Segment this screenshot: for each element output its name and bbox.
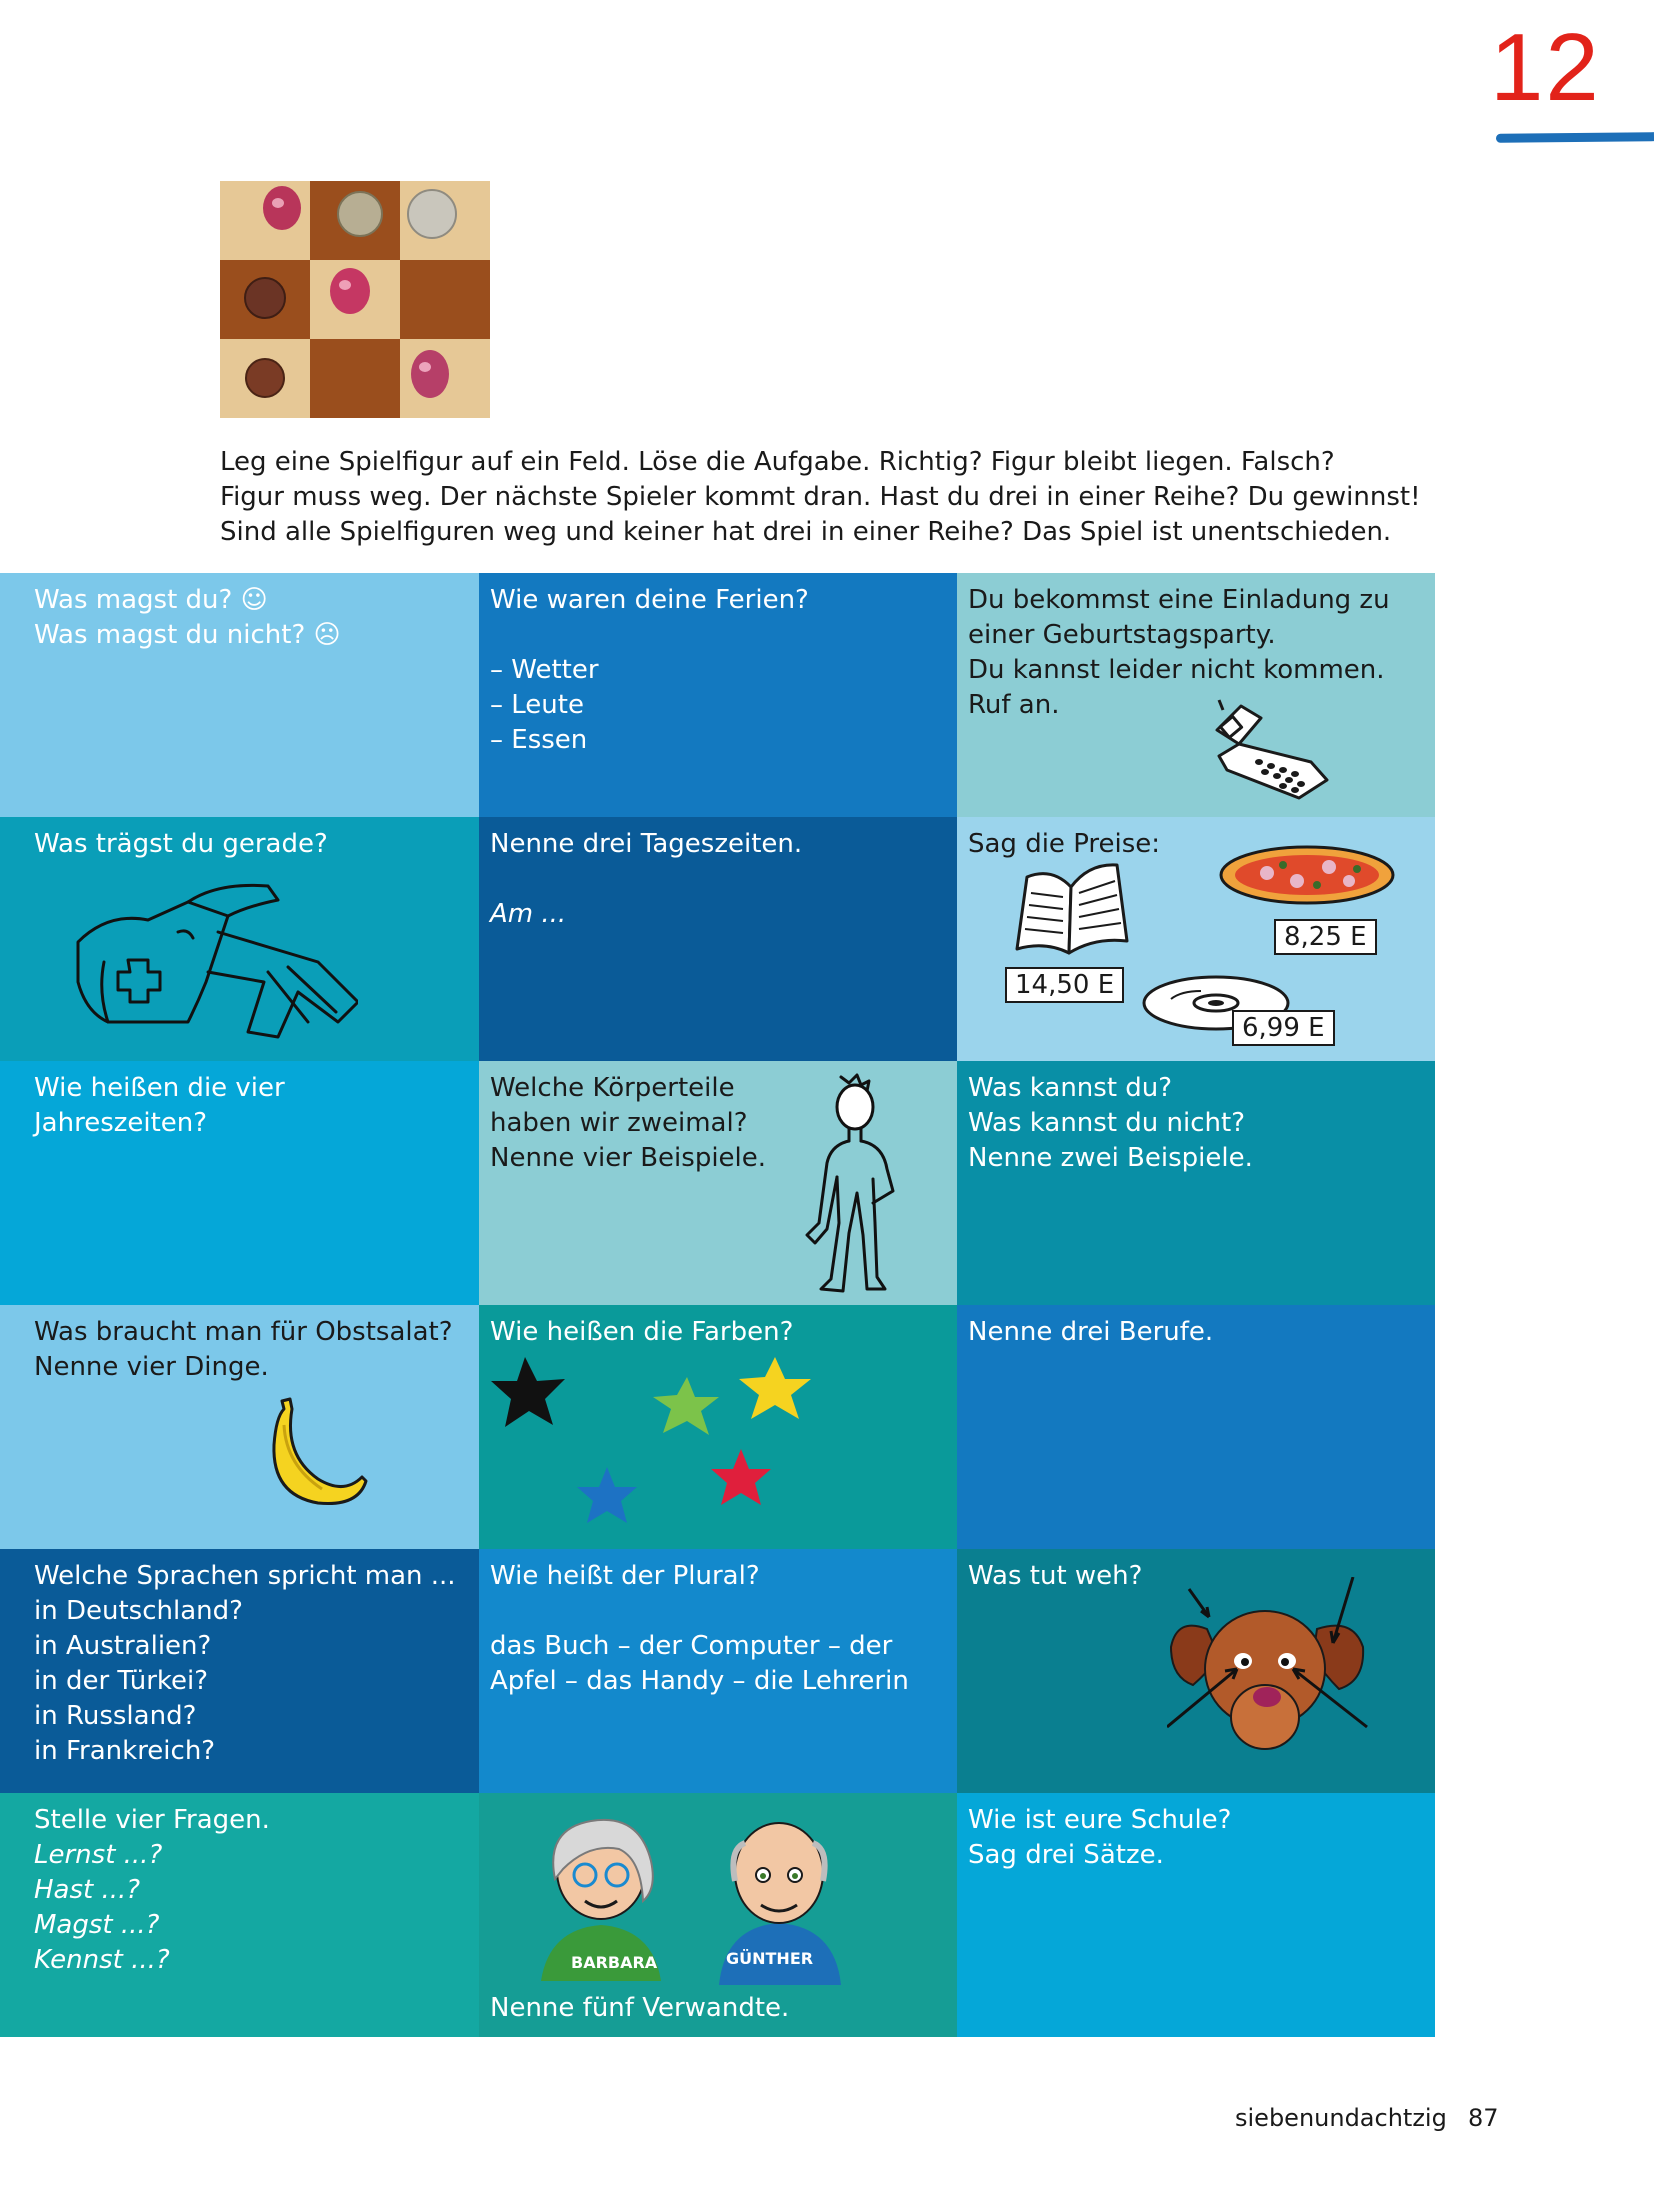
task-text: Wie ist eure Schule?	[968, 1805, 1232, 1835]
task-cell-likes[interactable]	[0, 573, 479, 817]
task-text: Sag die Preise:	[968, 829, 1161, 859]
task-cell-prices[interactable]	[957, 817, 1435, 1061]
task-text: Nenne drei Tageszeiten.	[490, 829, 803, 859]
task-text: Ruf an.	[968, 690, 1060, 720]
task-text: – Wetter	[490, 655, 599, 685]
price-tag: 8,25 E	[1274, 919, 1377, 955]
task-text	[490, 1594, 945, 1629]
task-text: Was magst du nicht? ☹	[34, 620, 341, 650]
task-cell-relatives[interactable]	[479, 1793, 957, 2037]
task-text: Nenne drei Berufe.	[968, 1317, 1214, 1347]
dog-icon	[1167, 1577, 1377, 1767]
task-text: Stelle vier Fragen.	[34, 1805, 270, 1835]
task-text: Nenne vier Dinge.	[34, 1352, 269, 1382]
task-text: Was tut weh?	[968, 1561, 1143, 1591]
task-text: Am ...	[490, 899, 567, 929]
task-text: Was kannst du?	[968, 1073, 1173, 1103]
mobile-phone-icon	[1199, 698, 1339, 803]
task-text	[490, 862, 945, 897]
task-text: in der Türkei?	[34, 1666, 209, 1696]
task-text: Was trägst du gerade?	[34, 829, 328, 859]
person-outline-icon	[797, 1073, 907, 1298]
instruction-line: Leg eine Spielfigur auf ein Feld. Löse die Aufgabe. Richtig? Figur bleibt liegen. Falsch?	[220, 447, 1335, 477]
page-number: 87	[1468, 2104, 1499, 2132]
task-cell-times-of-day[interactable]	[479, 817, 957, 1061]
task-text: Welche Sprachen spricht man ...	[34, 1561, 456, 1591]
task-text: in Frankreich?	[34, 1736, 216, 1766]
task-cell-seasons[interactable]	[0, 1061, 479, 1305]
instructions	[220, 445, 1440, 550]
colored-stars-icon	[489, 1355, 949, 1545]
task-text: Hast ...?	[34, 1875, 141, 1905]
book-icon	[1007, 857, 1137, 957]
task-cell-body-parts[interactable]	[479, 1061, 957, 1305]
task-text: Du kannst leider nicht kommen.	[968, 655, 1385, 685]
task-cell-fruit-salad[interactable]	[0, 1305, 479, 1549]
task-text: Was kannst du nicht?	[968, 1108, 1245, 1138]
task-text: Du bekommst eine Einladung zu	[968, 585, 1390, 615]
chapter-number: 12	[1490, 14, 1601, 121]
task-text: Kennst ...?	[34, 1945, 170, 1975]
task-cell-colors[interactable]	[479, 1305, 957, 1549]
task-text: Jahreszeiten?	[34, 1108, 208, 1138]
instruction-line: Sind alle Spielfiguren weg und keiner hat drei in einer Reihe? Das Spiel ist unentschieden.	[220, 517, 1392, 547]
task-text: Welche Körperteile	[490, 1073, 735, 1103]
task-cell-languages[interactable]	[0, 1549, 479, 1793]
price-tag: 14,50 E	[1005, 967, 1124, 1003]
task-text: Was magst du? ☺	[34, 585, 268, 615]
task-cell-abilities[interactable]	[957, 1061, 1435, 1305]
task-text: Nenne zwei Beispiele.	[968, 1143, 1253, 1173]
task-text	[490, 618, 945, 653]
task-text: Apfel – das Handy – die Lehrerin	[490, 1666, 909, 1696]
task-text: einer Geburtstagsparty.	[968, 620, 1276, 650]
task-cell-holidays[interactable]	[479, 573, 957, 817]
task-text: in Deutschland?	[34, 1596, 243, 1626]
task-text: – Essen	[490, 725, 588, 755]
name-label: GÜNTHER	[726, 1949, 814, 1968]
price-tag: 6,99 E	[1232, 1010, 1335, 1046]
task-text: Wie waren deine Ferien?	[490, 585, 809, 615]
task-text: Wie heißt der Plural?	[490, 1561, 760, 1591]
task-cell-clothes[interactable]	[0, 817, 479, 1061]
game-board-photo	[220, 181, 490, 418]
task-text: Lernst ...?	[34, 1840, 163, 1870]
task-cell-questions[interactable]	[0, 1793, 479, 2037]
task-text: – Leute	[490, 690, 584, 720]
task-cell-invitation[interactable]	[957, 573, 1435, 817]
pizza-icon	[1217, 837, 1397, 912]
task-text: Nenne vier Beispiele.	[490, 1143, 767, 1173]
task-text: in Australien?	[34, 1631, 212, 1661]
task-text: Was braucht man für Obstsalat?	[34, 1317, 453, 1347]
task-text: Nenne fünf Verwandte.	[490, 1993, 790, 2023]
chapter-underline	[1496, 132, 1654, 143]
task-text: das Buch – der Computer – der	[490, 1631, 893, 1661]
task-cell-plural[interactable]	[479, 1549, 957, 1793]
task-text: Wie heißen die vier	[34, 1073, 285, 1103]
instruction-line: Figur muss weg. Der nächste Spieler kommt dran. Hast du drei in einer Reihe? Du gewinnst!	[220, 482, 1421, 512]
task-cell-pain[interactable]	[957, 1549, 1435, 1793]
clothes-icon	[68, 872, 358, 1047]
task-text: Wie heißen die Farben?	[490, 1317, 794, 1347]
page-number-word: siebenundachtzig	[1235, 2104, 1447, 2132]
task-cell-jobs[interactable]	[957, 1305, 1435, 1549]
game-board-grid	[0, 573, 1435, 2037]
task-text: in Russland?	[34, 1701, 197, 1731]
task-text: Sag drei Sätze.	[968, 1840, 1164, 1870]
banana-icon	[262, 1395, 372, 1510]
task-text: Magst ...?	[34, 1910, 160, 1940]
task-cell-school[interactable]	[957, 1793, 1435, 2037]
name-label: BARBARA	[571, 1953, 658, 1972]
task-text: haben wir zweimal?	[490, 1108, 748, 1138]
